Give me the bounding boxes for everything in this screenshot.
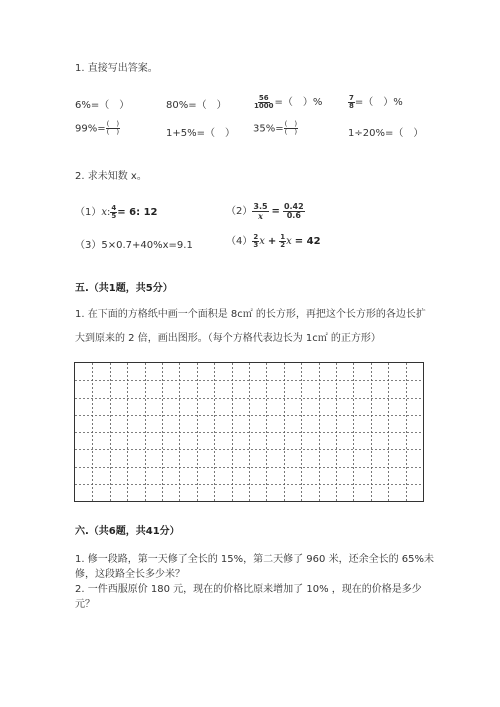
q2-eq4-d1: 3 (253, 240, 259, 249)
q1-r1-b: 80%=（ ） (166, 100, 227, 111)
q2-eq2-eq: = (271, 206, 280, 217)
q2-eq2 (226, 202, 305, 220)
q2-eq1-var: x (101, 207, 108, 218)
q2-eq4 (226, 232, 321, 249)
q1-r1-c (253, 93, 322, 110)
q2-eq2-rnum: 0.42 (283, 201, 304, 211)
q2-eq1 (75, 203, 157, 220)
q1-r1-a: 6%=（ ） (75, 100, 130, 111)
q1-r2-d: 1÷20%=（ ） (348, 128, 424, 139)
q2-eq2-label: （2） (226, 206, 253, 217)
q1-title: 1. 直接写出答案。 (75, 63, 158, 74)
q1-r1-c-den: 1000 (254, 101, 274, 110)
q2-title: 2. 求未知数 x。 (75, 171, 147, 182)
q1-r1-d-num: 7 (349, 93, 354, 102)
q2-eq4-x2: x (286, 236, 292, 247)
q1-r1-d-den: 8 (349, 101, 354, 110)
q1-r1-c-num: 56 (258, 93, 269, 102)
q2-eq3: （3）5×0.7+40%x=9.1 (75, 240, 193, 251)
q2-eq4-plus: + (267, 236, 277, 247)
section6-heading: 六.（共6题，共41分） (75, 526, 180, 537)
q1-r2-a-den: ( ) (106, 128, 120, 136)
q2-eq4-label: （4） (226, 236, 253, 247)
q1-r2-a (75, 121, 120, 136)
section6-p2-line1: 2. 一件西服原价 180 元，现在的价格比原来增加了 10% ，现在的价格是多少 (75, 584, 422, 595)
section5-line1: 1. 在下面的方格纸中画一个面积是 8c㎡ 的长方形，再把这个长方形的各边长扩 (75, 309, 426, 320)
q2-eq4-tail: = 42 (294, 236, 321, 247)
section6-p2-line2: 元？ (75, 599, 95, 610)
q2-eq2-den: x (258, 210, 263, 221)
q1-r2-a-lead: 99%= (75, 123, 106, 135)
q1-r2-b: 1+5%=（ ） (166, 128, 235, 139)
grid-paper[interactable] (74, 362, 424, 502)
q1-r1-d-tail: =（ ）% (354, 97, 403, 108)
section5-heading: 五.（共1题，共5分） (75, 283, 173, 294)
section5-line2: 大到原来的 2 倍，画出图形。（每个方格代表边长为 1c㎡ 的正方形） (75, 333, 381, 344)
q1-r1-c-tail: =（ ）% (274, 97, 323, 108)
grid-lines (75, 363, 423, 501)
q1-r2-c-lead: 35%= (253, 123, 284, 135)
q2-eq4-n2: 1 (280, 232, 286, 241)
q1-r1-d (348, 93, 403, 110)
q1-r2-a-num: ( ) (106, 120, 120, 128)
q2-eq1-colon: : (107, 207, 111, 218)
q2-eq1-num: 4 (111, 203, 117, 212)
q2-eq2-rden: 0.6 (286, 210, 301, 220)
q2-eq4-x1: x (259, 236, 265, 247)
q2-eq2-num: 3.5 (253, 201, 268, 211)
q1-r2-c-den: ( ) (284, 128, 298, 136)
section6-p1-line2: 修，这段路全长多少米？ (75, 569, 185, 580)
q2-eq1-label: （1） (75, 207, 102, 218)
q2-eq1-tail: = 6: 12 (117, 207, 158, 218)
q1-r2-c (253, 121, 298, 136)
q2-eq1-den: 5 (111, 211, 117, 220)
q2-eq4-n1: 2 (253, 232, 259, 241)
section6-p1-line1: 1. 修一段路，第一天修了全长的 15%，第二天修了 960 米，还余全长的 65%未 (75, 554, 434, 565)
q1-r2-c-num: ( ) (284, 120, 298, 128)
q2-eq4-d2: 2 (280, 240, 286, 249)
